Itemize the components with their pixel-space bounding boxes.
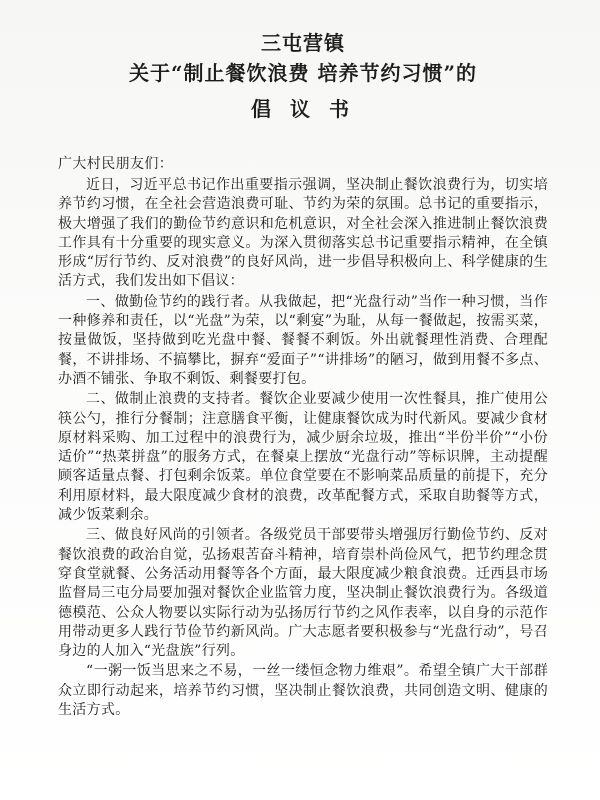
document-subject-title: 关于“制止餐饮浪费 培养节约习惯”的 [129,61,477,85]
issuer-title: 三屯营镇 [261,31,345,55]
paragraph-point-1: 一、做勤俭节约的践行者。从我做起，把“光盘行动”当作一种习惯，当作一种修养和责任，以“光盘”为荣，以“剩宴”为耻，从每一餐做起，按需买菜，按量做饭，坚持做到吃光盘中餐、餐餐不剩饭。外出就餐理性消费、合理配餐，不讲排场、不搞攀比，摒弃“爱面子”“讲排场”的陋习，做到用餐不多点、办酒不铺张、争取不剩饭、剩餐要打包。 [58,293,548,387]
paragraph-point-3: 三、做良好风尚的引领者。各级党员干部要带头增强厉行勤俭节约、反对餐饮浪费的政治自觉，弘扬艰苦奋斗精神，培育崇朴尚俭风气，把节约理念贯穿食堂就餐、公务活动用餐等各个方面，最大限度减少粮食浪费。迁西县市场监督局三屯分局要加强对餐饮企业监管力度，坚决制止餐饮浪费行为。各级道德模范、公众人物要以实际行动为弘扬厉行节约之风作表率，以自身的示范作用带动更多人践行节俭节约新风尚。广大志愿者要积极参与“光盘行动”，号召身边的人加入“光盘族”行列。 [58,527,548,660]
paragraph-closing: “一粥一饭当思来之不易，一丝一缕恒念物力维艰”。希望全镇广大干部群众立即行动起来，培养节约习惯，坚决制止餐饮浪费，共同创造文明、健康的生活方式。 [58,663,548,719]
document-type-title: 倡 议 书 [251,97,355,121]
paragraph-intro: 近日，习近平总书记作出重要指示强调，坚决制止餐饮浪费行为，切实培养节约习惯，在全社会营造浪费可耻、节约为荣的氛围。总书记的重要指示，极大增强了我们的勤俭节约意识和危机意识，对全社会深入推进制止餐饮浪费工作具有十分重要的现实意义。为深入贯彻落实总书记重要指示精神，在全镇形成“厉行节约、反对浪费”的良好风尚，进一步倡导积极向上、科学健康的生活方式，我们发出如下倡议： [58,177,548,290]
paragraph-point-2: 二、做制止浪费的支持者。餐饮企业要减少使用一次性餐具，推广使用公筷公勺，推行分餐制；注意膳食平衡，让健康餐饮成为时代新风。要减少食材原材料采购、加工过程中的浪费行为，减少厨余垃圾，推出“半份半价”“小份适价”“热菜拼盘”的服务方式，在餐桌上摆放“光盘行动”等标识牌，主动提醒顾客适量点餐、打包剩余饭菜。单位食堂要在不影响菜品质量的前提下，充分利用原材料，最大限度减少食材的浪费，改革配餐方式，采取自助餐等方式，减少饭菜剩余。 [58,391,548,524]
greeting: 广大村民朋友们： [58,156,174,172]
